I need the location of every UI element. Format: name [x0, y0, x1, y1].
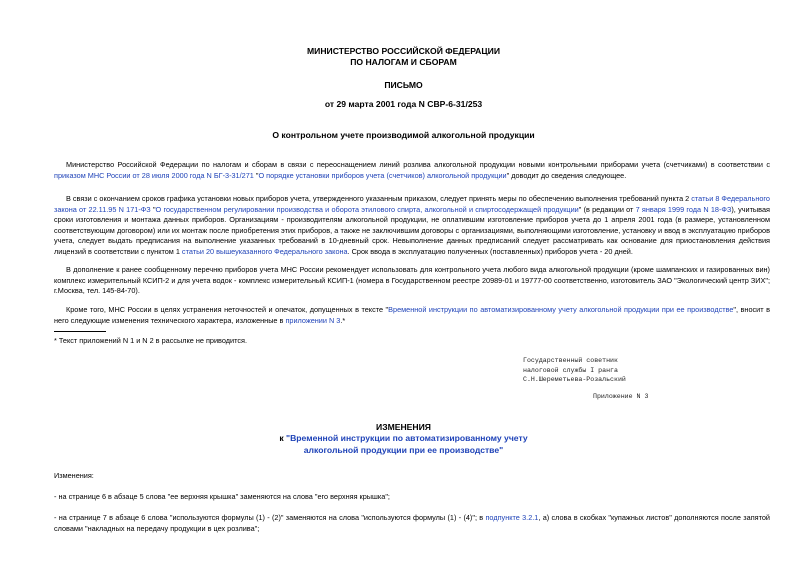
ministry-header	[0, 46, 807, 68]
link-law-18[interactable]: 7 января 1999 года N 18-ФЗ	[635, 204, 732, 214]
change-item-2: - на странице 7 в абзаце 6 слова "используются формулы (1) - (2)" заменяются на слова "используются формулы (1) - (4)"; в подпункте 3.2.1, а) слова в скобках "купажных листов" дополняются после запятой словами "накладных на передачу продукции в цех розлива";	[54, 513, 770, 533]
link-instruction-title-2[interactable]: алкогольной продукции при ее производстве"	[303, 445, 504, 456]
changes-label: Изменения:	[54, 471, 94, 480]
link-appendix-3[interactable]: приложении N 3	[285, 315, 341, 325]
change-item-1: - на странице 6 в абзаце 5 слова "ее верхняя крышка" заменяются на слова "его верхняя крышка";	[54, 492, 390, 501]
changes-title: ИЗМЕНЕНИЯ	[376, 422, 431, 432]
link-temporary-instruction[interactable]: Временной инструкции по автоматизированному учету алкогольной продукции при ее производстве	[388, 305, 734, 314]
signature-line-2: налоговой службы I ранга	[523, 366, 618, 374]
ministry-line-2: ПО НАЛОГАМ И СБОРАМ	[350, 57, 457, 68]
paragraph-1: Министерство Российской Федерации по налогам и сборам в связи с переоснащением линий розлива алкогольной продукции новыми контрольными приборами учета (счетчиками) в соответствии с приказом МНС России от 28 июля 2000 года N БГ-3-31/271 "О порядке установки приборов учета (счетчиков) алкогольной продукции" доводит до сведения следующее.	[54, 160, 770, 180]
paragraph-3: В дополнение к ранее сообщенному перечню приборов учета МНС России рекомендует использовать для контрольного учета любого вида алкогольной продукции (кроме шампанских и газированных вин) комплекс измерительный КСИП-2 и для учета водок - комплекс измерительный КСИП-1 (номера в Государственном реестре 20989-01 и 19777-00 соответственно, изготовитель ЗАО "Экологический центр ЗИХ"; г.Москва, тел. 145-84-70).	[54, 265, 770, 296]
signature-line-3: С.Н.Шереметьева-Розальский	[523, 376, 626, 384]
doc-type: ПИСЬМО	[384, 80, 423, 90]
footnote: * Текст приложений N 1 и N 2 в рассылке не приводится.	[54, 336, 247, 345]
link-article-20[interactable]: статьи 20 вышеуказанного Федерального закона	[181, 246, 348, 256]
link-instruction-title[interactable]: "Временной инструкции по автоматизированному учету	[286, 433, 528, 444]
changes-subtitle: к "Временной инструкции по автоматизированному учету алкогольной продукции при ее производстве"	[279, 433, 528, 456]
doc-title: О контрольном учете производимой алкогольной продукции	[272, 130, 535, 140]
appendix-label: Приложение N 3	[593, 393, 649, 400]
paragraph-4: Кроме того, МНС России в целях устранения неточностей и опечаток, допущенных в тексте "Временной инструкции по автоматизированному учету алкогольной продукции при ее производстве", вносит в него следующие изменения технического характера, изложенные в приложении N 3.*	[54, 305, 770, 325]
doc-date-number: от 29 марта 2001 года N СВР-6-31/253	[324, 99, 483, 109]
link-procedure[interactable]: О порядке установки приборов учета (счетчиков) алкогольной продукции	[258, 170, 507, 180]
changes-heading	[0, 421, 807, 457]
signature-block	[523, 356, 723, 385]
link-law-171[interactable]: О государственном регулировании производства и оборота этилового спирта, алкогольной и спиртосодержащей продукции	[155, 204, 579, 214]
signature-line-1: Государственный советник	[523, 357, 618, 364]
link-subclause-3-2-1[interactable]: подпункте 3.2.1	[485, 513, 539, 522]
footnote-divider	[54, 331, 106, 332]
link-order[interactable]: приказом МНС России от 28 июля 2000 года N БГ-3-31/271	[54, 170, 254, 180]
paragraph-2: В связи с окончанием сроков графика установки новых приборов учета, утвержденного указанным приказом, следует принять меры по обеспечению выполнения требований пункта 2 статьи 8 Федерального закона от 22.11.95 N 171-ФЗ "О государственном регулировании производства и оборота этилового спирта, алкогольной и спиртосодержащей продукции" (в редакции от 7 января 1999 года N 18-ФЗ), учитывая сроки изготовления и монтажа данных приборов. Организациям - производителям алкогольной продукции, не оплатившим изготовление приборов учета до 1 апреля 2001 года (в размере, установленном соответствующим договором) или их монтаж после приобретения этих приборов, а также не заключившим договоры с организациями, выполняющими изготовление, установку и ввод в эксплуатацию приборов учета, следует выдать предписания на выполнение указанных требований в 10-дневный срок. Невыполнение данных предписаний следует рассматривать как основание для приостановления действия лицензий в соответствии с пунктом 1 статьи 20 вышеуказанного Федерального закона. Срок ввода в эксплуатацию полученных (поставленных) приборов учета - 20 дней.	[54, 194, 770, 256]
ministry-line-1: МИНИСТЕРСТВО РОССИЙСКОЙ ФЕДЕРАЦИИ	[306, 46, 501, 56]
link-article-8[interactable]: статьи 8 Федерального закона от 22.11.95 N 171-ФЗ	[54, 194, 770, 214]
